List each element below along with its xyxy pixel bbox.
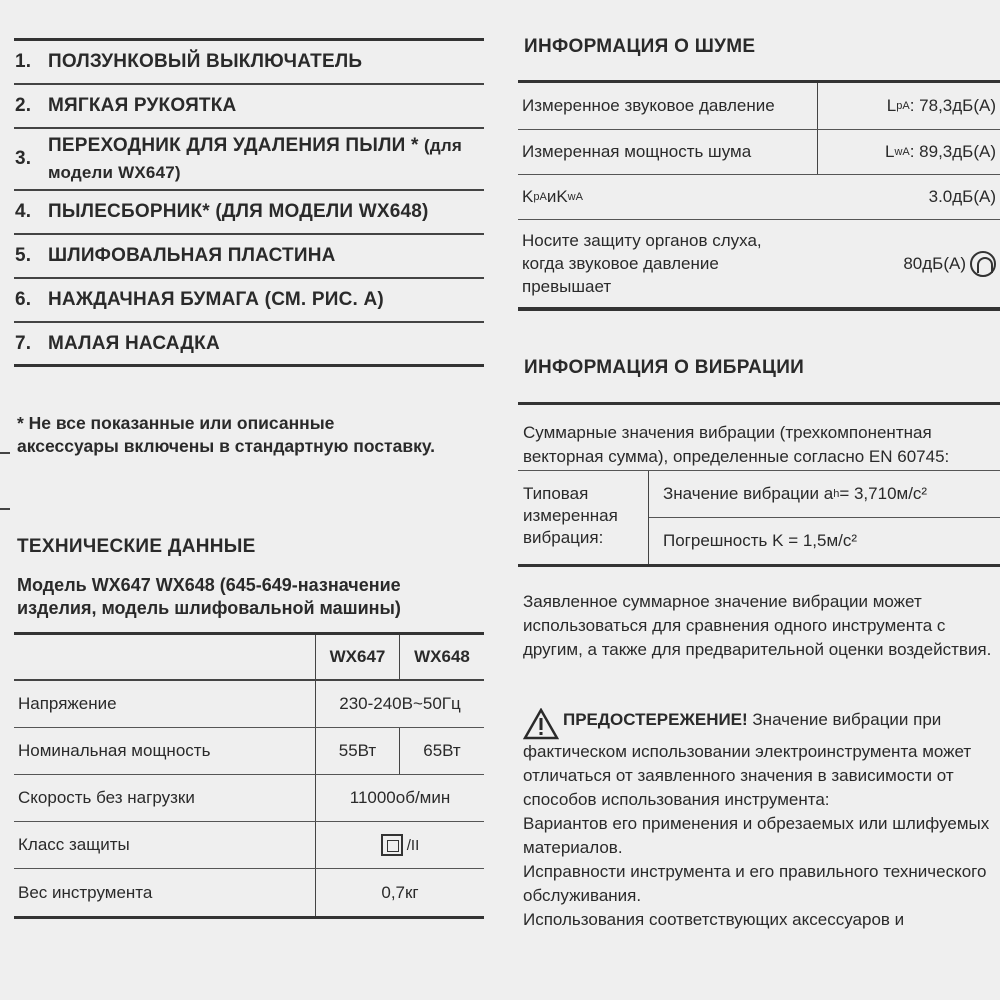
row-label: Измеренное звуковое давление xyxy=(518,83,818,129)
column-header-wx648: WX648 xyxy=(414,647,470,666)
k-subscript: wA xyxy=(567,191,583,203)
part-number: 2. xyxy=(15,95,32,116)
row-label: Класс защиты xyxy=(14,822,316,868)
part-number: 6. xyxy=(15,289,32,310)
row-value xyxy=(316,822,484,868)
part-label: ПОЛЗУНКОВЫЙ ВЫКЛЮЧАТЕЛЬ xyxy=(48,51,363,72)
double-insulation-icon xyxy=(381,834,403,856)
row-value: 3.0дБ(А) xyxy=(928,187,996,206)
warning-line: Вариантов его применения и обрезаемых или шлифуемых материалов. xyxy=(523,814,990,857)
table-row xyxy=(518,130,1000,175)
k-subscript: pA xyxy=(533,191,547,203)
table-header-row xyxy=(14,635,484,681)
table-row xyxy=(14,728,484,775)
margin-tick xyxy=(0,452,10,454)
row-label: Напряжение xyxy=(14,681,316,727)
part-label-main: ПЕРЕХОДНИК ДЛЯ УДАЛЕНИЯ ПЫЛИ * xyxy=(48,135,425,156)
value-subscript: wA xyxy=(894,146,910,158)
part-number: 5. xyxy=(15,245,32,266)
k-and: и xyxy=(546,187,557,206)
table-row xyxy=(14,775,484,822)
table-row xyxy=(518,220,1000,307)
vibration-value-rest: = 3,710м/с² xyxy=(839,484,928,503)
tech-data-title: ТЕХНИЧЕСКИЕ ДАННЫЕ xyxy=(17,536,256,557)
k-symbol: K xyxy=(556,187,568,206)
row-label: Скорость без нагрузки xyxy=(14,775,316,821)
vibration-value xyxy=(649,471,1000,518)
part-item xyxy=(14,41,484,85)
part-item xyxy=(14,323,484,367)
value-symbol: L xyxy=(884,142,895,161)
part-number: 4. xyxy=(15,201,32,222)
part-item xyxy=(14,235,484,279)
part-label: ПЫЛЕСБОРНИК* (ДЛЯ МОДЕЛИ WX648) xyxy=(48,201,429,222)
vibration-value-prefix: Значение вибрации a xyxy=(663,484,834,503)
row-label: Номинальная мощность xyxy=(14,728,316,774)
parts-list xyxy=(14,38,484,367)
part-item xyxy=(14,279,484,323)
row-label: Измеренная мощность шума xyxy=(518,130,818,174)
vibration-intro: Суммарные значения вибрации (трехкомпонентная векторная сумма), определенные согласно EN 60745: xyxy=(518,402,1000,469)
declared-vibration-text: Заявленное суммарное значение вибрации может использоваться для сравнения одного инструмента с другим, а также для предварительной оценки воздействия. xyxy=(523,592,992,659)
row-label: Вес инструмента xyxy=(14,869,316,916)
vibration-table xyxy=(518,470,1000,567)
part-number: 3. xyxy=(15,148,32,169)
part-label: МАЛАЯ НАСАДКА xyxy=(48,332,220,354)
margin-tick xyxy=(0,508,10,510)
part-item xyxy=(14,191,484,235)
value-symbol: L xyxy=(886,96,897,115)
model-line: Модель WX647 WX648 (645-649-назначение изделия, модель шлифовальной машины) xyxy=(17,575,401,618)
row-value xyxy=(818,83,1000,129)
k-symbol: K xyxy=(522,187,534,206)
warning-block xyxy=(523,708,993,932)
typical-vibration-label: Типовая измеренная вибрация: xyxy=(518,471,649,564)
part-label: НАЖДАЧНАЯ БУМАГА (СМ. РИС. А) xyxy=(48,289,384,310)
table-row xyxy=(518,83,1000,130)
noise-info-title: ИНФОРМАЦИЯ О ШУМЕ xyxy=(524,36,756,57)
accessories-footnote: * Не все показанные или описанные аксессуары включены в стандартную поставку. xyxy=(17,413,435,456)
part-number: 1. xyxy=(15,51,32,72)
warning-label: ПРЕДОСТЕРЕЖЕНИЕ! xyxy=(563,710,748,729)
row-value: 0,7кг xyxy=(381,882,419,902)
table-row xyxy=(14,681,484,728)
protection-class-suffix: /II xyxy=(406,836,420,854)
ear-protection-icon xyxy=(970,251,996,277)
vibration-info-title: ИНФОРМАЦИЯ О ВИБРАЦИИ xyxy=(524,357,805,378)
noise-table xyxy=(518,80,1000,311)
warning-text: Значение вибрации при фактическом использовании электроинструмента может отличаться от заявленного значения в зависимости от способов использования инструмента: xyxy=(523,710,972,809)
warning-line: Использования соответствующих аксессуаров и xyxy=(523,910,905,929)
left-column xyxy=(0,0,490,1000)
part-label: МЯГКАЯ РУКОЯТКА xyxy=(48,95,237,116)
table-row xyxy=(14,822,484,869)
row-value: 230-240В~50Гц xyxy=(339,694,461,713)
table-row xyxy=(518,175,1000,220)
value-text: : 89,3дБ(А) xyxy=(909,142,996,161)
row-value xyxy=(768,220,1000,307)
row-value-wx647: 55Вт xyxy=(316,728,400,774)
part-item xyxy=(14,129,484,191)
warning-triangle-icon xyxy=(523,708,559,740)
column-header-wx647: WX647 xyxy=(316,635,400,679)
vibration-value-subscript: h xyxy=(833,488,840,500)
table-row xyxy=(14,869,484,916)
part-label-sub: модели WX647) xyxy=(48,163,181,182)
row-label xyxy=(518,175,818,219)
row-label: Носите защиту органов слуха, когда звуковое давление превышает xyxy=(522,231,762,296)
value-text: : 78,3дБ(А) xyxy=(909,96,996,115)
warning-line: Исправности инструмента и его правильного технического обслуживания. xyxy=(523,862,987,905)
part-label xyxy=(48,132,484,186)
right-column xyxy=(505,0,1000,1000)
value-subscript: pA xyxy=(896,100,910,112)
vibration-values xyxy=(649,471,1000,564)
row-value: 11000об/мин xyxy=(349,788,451,807)
part-label-sub: (для xyxy=(424,136,463,155)
value-text: 80дБ(А) xyxy=(903,253,966,273)
part-item xyxy=(14,85,484,129)
table-header-empty xyxy=(14,635,316,679)
vibration-uncertainty: Погрешность K = 1,5м/с² xyxy=(663,531,858,550)
tech-data-table xyxy=(14,632,484,919)
row-value-wx648: 65Вт xyxy=(423,741,461,760)
row-value xyxy=(818,130,1000,174)
part-number: 7. xyxy=(15,332,32,354)
part-label: ШЛИФОВАЛЬНАЯ ПЛАСТИНА xyxy=(48,245,336,266)
